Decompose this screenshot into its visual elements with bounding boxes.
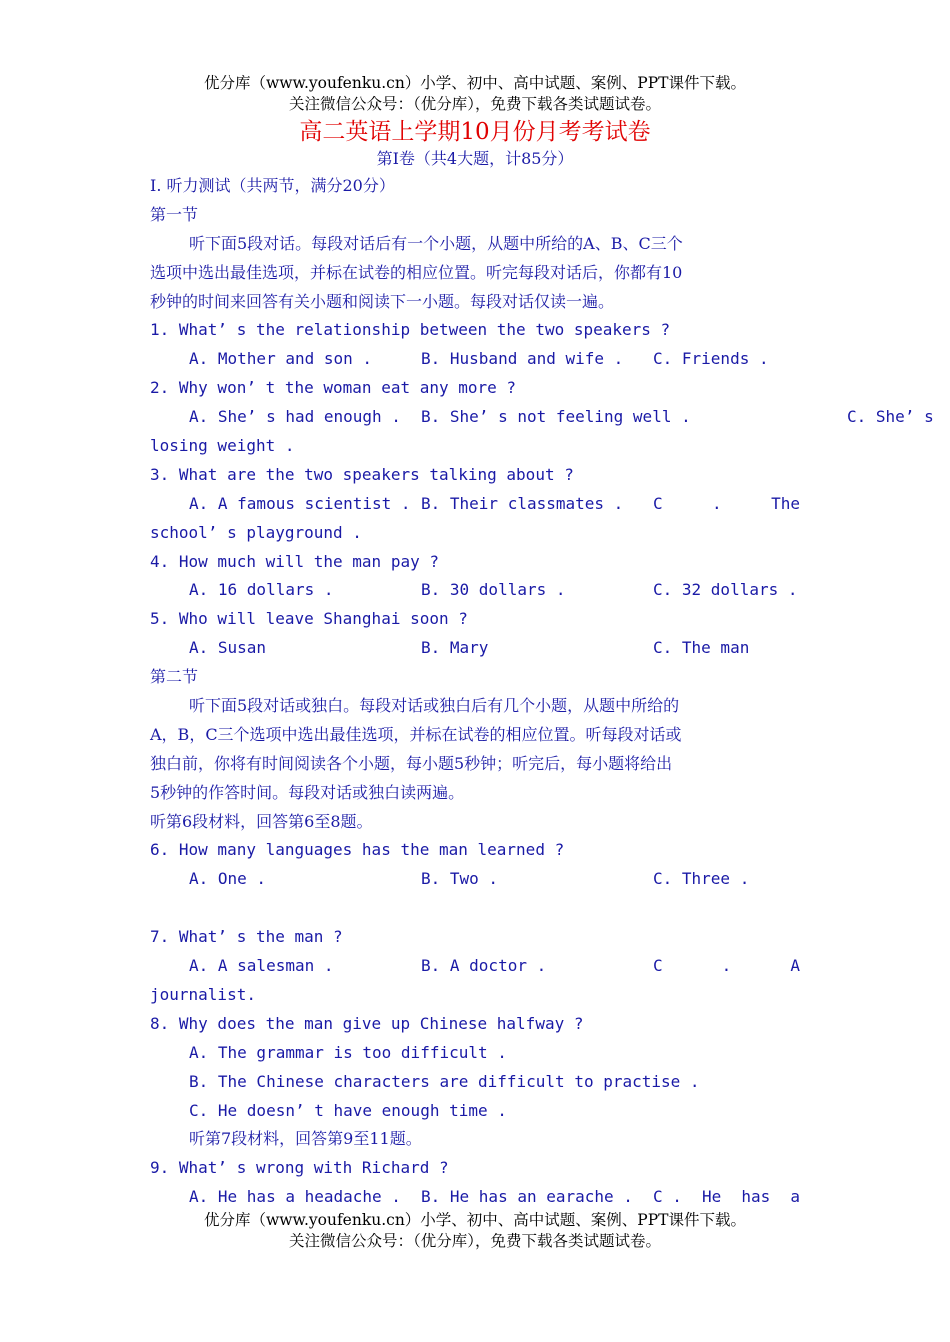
blank-line <box>150 894 800 923</box>
option-c-continued: school’ s playground . <box>150 522 362 542</box>
section2-heading: 第二节 <box>150 667 199 687</box>
option-b: B. 30 dollars . <box>421 580 566 600</box>
question-4-options <box>150 576 800 605</box>
section2-instruction-line: 听下面5段对话或独白。每段对话或独白后有几个小题，从题中所给的 <box>189 696 680 716</box>
option-a: A. Mother and son . <box>189 349 373 369</box>
option-a: A. She’ s had enough . <box>189 407 401 427</box>
option-c-letter: C <box>653 493 663 513</box>
option-b: B. She’ s not feeling well . <box>421 407 691 427</box>
option-a: A. A famous scientist . <box>189 493 411 513</box>
question-9-stem: 9. What’ s wrong with Richard ? <box>150 1158 449 1178</box>
question-2-stem: 2. Why won’ t the woman eat any more ? <box>150 378 517 398</box>
option-a: A. A salesman . <box>189 956 334 976</box>
material-6-note: 听第6段材料，回答第6至8题。 <box>150 811 373 831</box>
option-c: C. Friends . <box>653 349 769 369</box>
question-6-options <box>150 865 800 894</box>
question-2-options <box>150 403 950 432</box>
header-line-2: 关注微信公众号：（优分库），免费下载各类试题试卷。 <box>288 95 661 113</box>
option-a: A. 16 dollars . <box>189 580 334 600</box>
question-6-stem: 6. How many languages has the man learned ? <box>150 840 565 860</box>
question-1-options <box>150 345 800 374</box>
option-a: A. The grammar is too difficult . <box>189 1042 507 1062</box>
section1-heading: 第一节 <box>150 204 199 224</box>
option-b: B. Two . <box>421 869 499 889</box>
option-b: B. A doctor . <box>421 956 547 976</box>
option-b: B. He has an earache . <box>421 1187 633 1207</box>
question-7-stem: 7. What’ s the man ? <box>150 927 343 947</box>
option-a: A. One . <box>189 869 267 889</box>
footer-line-1: 优分库（www.youfenku.cn）小学、初中、高中试题、案例、PPT课件下载。 <box>203 1211 747 1229</box>
question-3-stem: 3. What are the two speakers talking about ? <box>150 464 574 484</box>
question-5-options <box>150 634 800 663</box>
section2-instruction-line: 5秒钟的作答时间。每段对话或独白读两遍。 <box>150 782 465 802</box>
question-8-stem: 8. Why does the man give up Chinese halfway ? <box>150 1013 584 1033</box>
question-7-options <box>150 952 800 981</box>
option-c-continued: journalist. <box>150 984 256 1004</box>
exam-content <box>150 172 934 1212</box>
option-b: B. The Chinese characters are difficult to practise . <box>189 1071 700 1091</box>
option-c-part: He <box>702 1187 722 1207</box>
option-c-part: C . <box>653 1187 682 1207</box>
option-c <box>653 952 800 981</box>
material-7-note: 听第7段材料，回答第9至11题。 <box>189 1129 422 1149</box>
option-c-word: A <box>790 956 800 976</box>
option-a: A. Susan <box>189 638 267 658</box>
option-c-dot: . <box>721 956 732 976</box>
option-a: A. He has a headache . <box>189 1187 401 1207</box>
option-c-part: has <box>741 1187 771 1207</box>
option-c-dot: . <box>712 493 722 513</box>
section1-instruction-line: 秒钟的时间来回答有关小题和阅读下一小题。每段对话仅读一遍。 <box>150 291 615 311</box>
option-c: C. 32 dollars . <box>653 580 798 600</box>
option-c-letter: C <box>653 956 663 976</box>
option-c: C. Three . <box>653 869 750 889</box>
option-b: B. Their classmates . <box>421 493 624 513</box>
section2-instruction-line: 独白前，你将有时间阅读各个小题，每小题5秒钟；听完后，每小题将给出 <box>150 753 673 773</box>
question-3-options <box>150 490 800 519</box>
section1-instruction-line: 听下面5段对话。每段对话后有一个小题，从题中所给的A、B、C三个 <box>189 233 683 253</box>
option-b: B. Mary <box>421 638 489 658</box>
option-c-continued: losing weight . <box>150 436 295 456</box>
page-title: 高二英语上学期10月份月考考试卷 <box>299 119 651 145</box>
option-c-part: a <box>790 1187 800 1207</box>
footer-line-2: 关注微信公众号：（优分库），免费下载各类试题试卷。 <box>288 1232 661 1250</box>
part1-heading: I. 听力测试（共两节，满分20分） <box>150 176 395 195</box>
option-b: B. Husband and wife . <box>421 349 624 369</box>
option-c: C. He doesn’ t have enough time . <box>189 1100 507 1120</box>
option-c-word: The <box>771 493 800 513</box>
section2-instruction-line: A，B，C三个选项中选出最佳选项，并标在试卷的相应位置。听每段对话或 <box>150 724 682 744</box>
header-line-1: 优分库（www.youfenku.cn）小学、初中、高中试题、案例、PPT课件下载。 <box>203 74 747 92</box>
question-4-stem: 4. How much will the man pay ? <box>150 551 439 571</box>
option-c: C. She’ s <box>847 407 934 427</box>
question-1-stem: 1. What’ s the relationship between the two speakers ? <box>150 320 671 340</box>
page-subtitle: 第Ⅰ卷（共4大题，计85分） <box>376 149 574 168</box>
option-c: C. The man <box>653 638 750 658</box>
option-c <box>653 490 800 519</box>
section1-instruction-line: 选项中选出最佳选项，并标在试卷的相应位置。听完每段对话后，你都有10 <box>150 262 683 282</box>
question-5-stem: 5. Who will leave Shanghai soon ? <box>150 609 468 629</box>
